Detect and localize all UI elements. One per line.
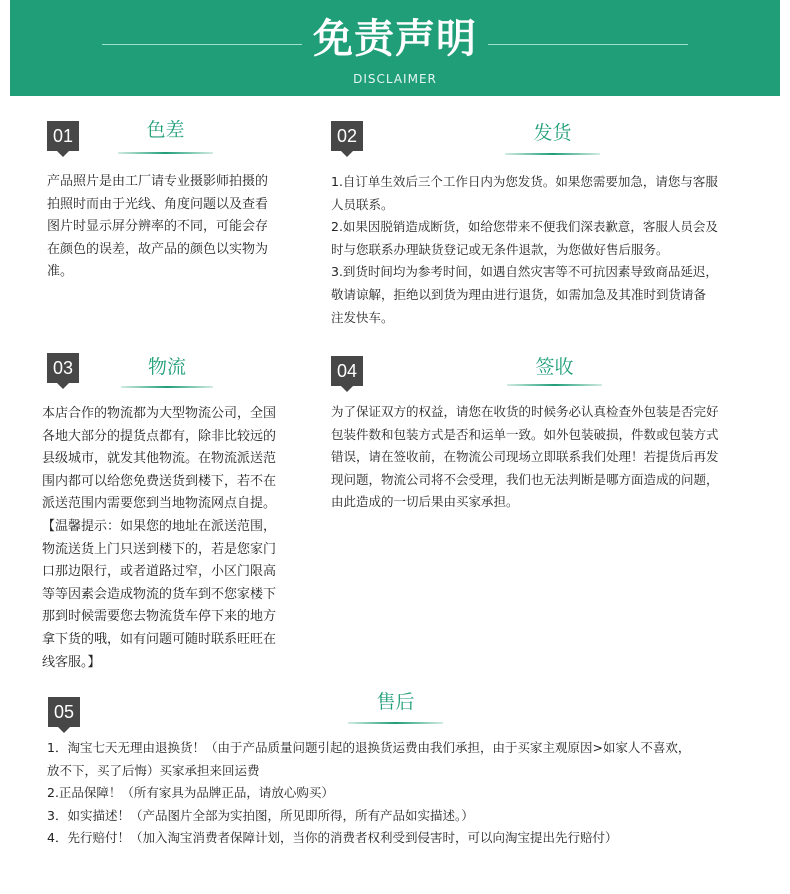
body-line: 等等因素会造成物流的货车到不您家楼下 xyxy=(42,586,277,602)
section-title-color: 色差 xyxy=(146,119,185,141)
body-line: 各地大部分的提货点都有，除非比较远的 xyxy=(42,428,277,444)
section-number-01: 01 xyxy=(47,121,79,151)
body-line: 拿下货的哦，如有问题可随时联系旺旺在 xyxy=(42,631,277,647)
section-underline xyxy=(118,152,213,154)
page-title: 免责声明 xyxy=(313,16,477,62)
section-body-color xyxy=(47,171,297,284)
section-number-02: 02 xyxy=(331,121,363,151)
body-line: 为了保证双方的权益，请您在收货的时候务必认真检查外包装是否完好 xyxy=(331,404,719,419)
section-number-03: 03 xyxy=(47,353,79,383)
body-line: 时与您联系办理缺货登记或无条件退款，为您做好售后服务。 xyxy=(331,241,669,257)
section-underline xyxy=(348,722,443,724)
section-body-receipt xyxy=(331,401,783,514)
section-underline xyxy=(505,153,600,155)
body-line: 2.如果因脱销造成断货，如给您带来不便我们深表歉意，客服人员会及 xyxy=(331,219,718,235)
body-line: 人员联系。 xyxy=(331,196,394,212)
body-line: 围内都可以给您免费送货到楼下，若不在 xyxy=(42,473,277,489)
body-line: 图片时显示屏分辨率的不同，可能会存 xyxy=(47,219,269,235)
section-title-logistics: 物流 xyxy=(147,356,186,378)
body-line: 3.到货时间均为参考时间，如遇自然灾害等不可抗因素导致商品延迟， xyxy=(331,264,718,280)
body-line: 线客服。】 xyxy=(42,654,101,670)
section-body-logistics xyxy=(42,403,298,674)
body-line: 现问题，物流公司将不会受理，我们也无法判断是哪方面造成的问题， xyxy=(331,471,719,487)
body-line: 包装件数和包装方式是否和运单一致。如外包装破损，件数或包装方式 xyxy=(331,426,719,442)
body-line: 县级城市，就发其他物流。在物流派送范 xyxy=(42,451,277,467)
body-line: 敬请谅解，拒绝以到货为理由进行退货，如需加急及其准时到货请备 xyxy=(331,286,707,302)
body-line: 1.自订单生效后三个工作日内为您发货。如果您需要加急，请您与客服 xyxy=(331,174,718,189)
section-body-shipping xyxy=(331,171,783,329)
section-title-after-sales: 售后 xyxy=(376,691,415,713)
body-line: 准。 xyxy=(47,264,74,280)
body-line: 那到时候需要您去物流货车停下来的地方 xyxy=(42,609,277,625)
section-title-receipt: 签收 xyxy=(535,356,574,378)
body-line: 派送范围内需要您到当地物流网点自提。 xyxy=(42,496,277,512)
body-line: 产品照片是由工厂请专业摄影师拍摄的 xyxy=(47,174,269,189)
section-number-05: 05 xyxy=(48,697,80,727)
body-line: 错误，请在签收前，在物流公司现场立即联系我们处理！若提货后再发 xyxy=(331,449,719,465)
page-subtitle: DISCLAIMER xyxy=(353,72,437,86)
body-line: 由此造成的一切后果由买家承担。 xyxy=(331,494,519,510)
section-title-shipping: 发货 xyxy=(533,122,572,144)
body-line: 物流送货上门只送到楼下的，若是您家门 xyxy=(42,541,277,557)
body-line: 在颜色的误差，故产品的颜色以实物为 xyxy=(47,241,269,257)
header-banner xyxy=(10,0,780,96)
body-line: 4．先行赔付！（加入淘宝消费者保障计划，当你的消费者权利受到侵害时，可以向淘宝提出先行赔付） xyxy=(47,830,618,846)
body-line: 【温馨提示：如果您的地址在派送范围， xyxy=(42,518,277,534)
body-line: 放不下，买了后悔）买家承担来回运费 xyxy=(47,762,260,778)
body-line: 口那边限行，或者道路过窄，小区门限高 xyxy=(42,564,277,580)
body-line: 3．如实描述！（产品图片全部为实拍图，所见即所得，所有产品如实描述。） xyxy=(47,807,474,823)
body-line: 1．淘宝七天无理由退换货！（由于产品质量问题引起的退换货运费由我们承担，由于买家主观原因>如家人不喜欢， xyxy=(47,740,691,755)
section-number-04: 04 xyxy=(331,356,363,386)
body-line: 注发快车。 xyxy=(331,309,394,325)
section-underline xyxy=(121,386,213,388)
body-line: 2.正品保障！（所有家具为品牌正品，请放心购买） xyxy=(47,785,334,801)
section-underline xyxy=(507,384,602,386)
body-line: 拍照时而由于光线、角度问题以及查看 xyxy=(47,196,269,212)
body-line: 本店合作的物流都为大型物流公司，全国 xyxy=(42,406,277,421)
section-body-after-sales xyxy=(47,737,782,850)
